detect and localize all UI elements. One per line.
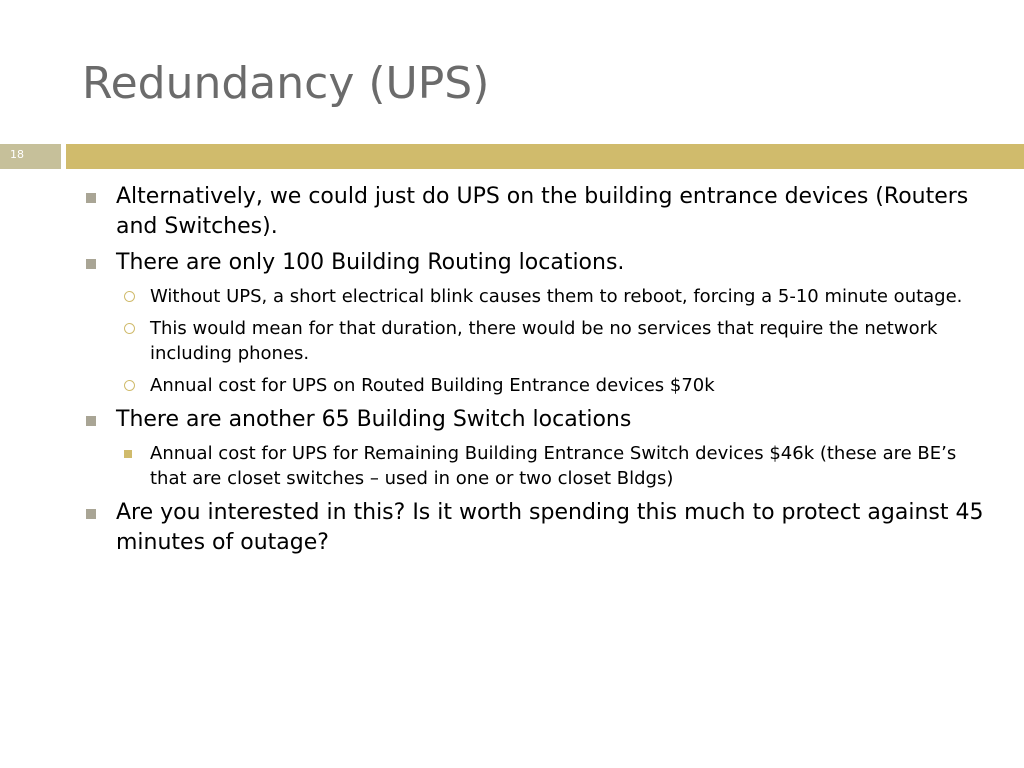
sub-bullet-text: Annual cost for UPS on Routed Building Entrance devices $70k bbox=[150, 375, 715, 396]
sub-bullet-item-switch-cost bbox=[84, 441, 984, 491]
square-bullet-icon bbox=[124, 450, 132, 458]
square-bullet-icon bbox=[86, 509, 96, 519]
sub-bullet-text: Without UPS, a short electrical blink causes them to reboot, forcing a 5-10 minute outage. bbox=[150, 286, 963, 307]
bullet-text: There are only 100 Building Routing locations. bbox=[116, 250, 625, 275]
sub-bullet-item-no-services bbox=[84, 316, 984, 366]
bullet-text: Alternatively, we could just do UPS on the building entrance devices (Routers and Switches). bbox=[116, 184, 969, 239]
sub-bullet-text: This would mean for that duration, there would be no services that require the network including phones. bbox=[150, 318, 938, 364]
bullet-item-alternatively bbox=[84, 182, 984, 242]
ring-bullet-icon bbox=[124, 291, 135, 302]
bullet-item-interest-question bbox=[84, 498, 984, 558]
title-rule-bar bbox=[66, 144, 1024, 169]
bullet-text: Are you interested in this? Is it worth spending this much to protect against 45 minutes of outage? bbox=[116, 500, 984, 555]
ring-bullet-icon bbox=[124, 323, 135, 334]
ring-bullet-icon bbox=[124, 380, 135, 391]
sub-bullet-text: Annual cost for UPS for Remaining Building Entrance Switch devices $46k (these are BE’s that are closet switches – used in one or two closet Bldgs) bbox=[150, 443, 957, 489]
slide-title: Redundancy (UPS) bbox=[82, 58, 490, 109]
sub-bullet-item-routed-cost bbox=[84, 373, 984, 398]
bullet-text: There are another 65 Building Switch locations bbox=[116, 407, 632, 432]
bullet-item-routing-locations bbox=[84, 248, 984, 278]
square-bullet-icon bbox=[86, 416, 96, 426]
slide-number: 18 bbox=[10, 148, 24, 161]
bullet-item-switch-locations bbox=[84, 405, 984, 435]
slide-number-box bbox=[0, 144, 61, 169]
sub-bullet-item-without-ups bbox=[84, 284, 984, 309]
bullet-list bbox=[84, 182, 984, 564]
square-bullet-icon bbox=[86, 193, 96, 203]
square-bullet-icon bbox=[86, 259, 96, 269]
